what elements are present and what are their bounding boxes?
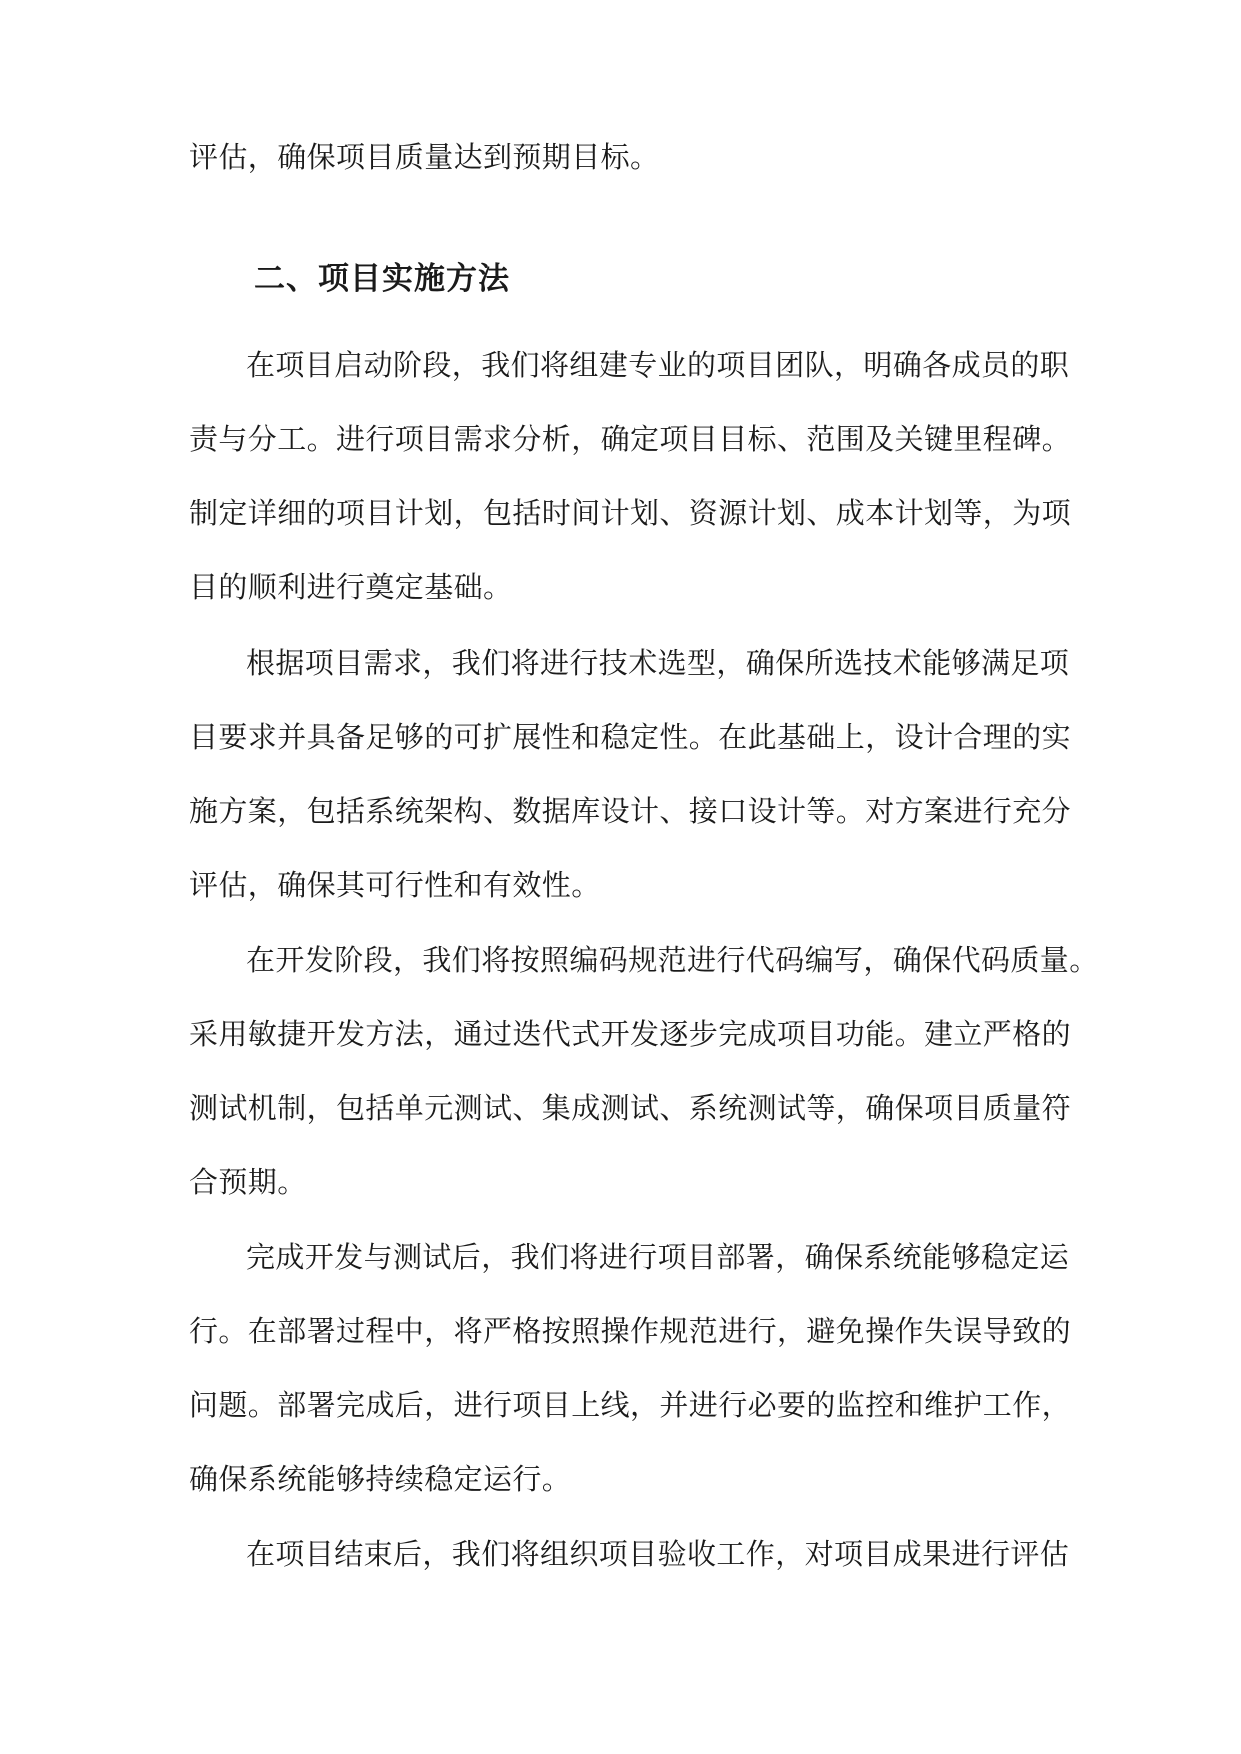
continuation-line: 评估，确保项目质量达到预期目标。 <box>189 140 660 174</box>
paragraph-line: 行。在部署过程中，将严格按照操作规范进行，避免操作失误导致的 <box>189 1314 1072 1348</box>
paragraph-line: 完成开发与测试后，我们将进行项目部署，确保系统能够稳定运 <box>246 1240 1070 1274</box>
paragraph-line: 制定详细的项目计划，包括时间计划、资源计划、成本计划等，为项 <box>189 496 1072 530</box>
paragraph-line: 施方案，包括系统架构、数据库设计、接口设计等。对方案进行充分 <box>189 794 1072 828</box>
paragraph-line: 问题。部署完成后，进行项目上线，并进行必要的监控和维护工作， <box>189 1388 1072 1422</box>
paragraph-line: 合预期。 <box>189 1165 307 1199</box>
paragraph-line: 评估，确保其可行性和有效性。 <box>189 868 601 902</box>
paragraph-line: 在开发阶段，我们将按照编码规范进行代码编写，确保代码质量。 <box>246 943 1099 977</box>
paragraph-line: 目要求并具备足够的可扩展性和稳定性。在此基础上，设计合理的实 <box>189 720 1072 754</box>
paragraph-line: 目的顺利进行奠定基础。 <box>189 570 513 604</box>
section-heading: 二、项目实施方法 <box>254 261 510 297</box>
paragraph-line: 确保系统能够持续稳定运行。 <box>189 1462 572 1496</box>
paragraph-line: 测试机制，包括单元测试、集成测试、系统测试等，确保项目质量符 <box>189 1091 1072 1125</box>
paragraph-line: 在项目启动阶段，我们将组建专业的项目团队，明确各成员的职 <box>246 348 1070 382</box>
paragraph-line: 采用敏捷开发方法，通过迭代式开发逐步完成项目功能。建立严格的 <box>189 1017 1072 1051</box>
paragraph-line: 在项目结束后，我们将组织项目验收工作，对项目成果进行评估 <box>246 1537 1070 1571</box>
paragraph-line: 责与分工。进行项目需求分析，确定项目目标、范围及关键里程碑。 <box>189 422 1072 456</box>
paragraph-line: 根据项目需求，我们将进行技术选型，确保所选技术能够满足项 <box>246 646 1070 680</box>
